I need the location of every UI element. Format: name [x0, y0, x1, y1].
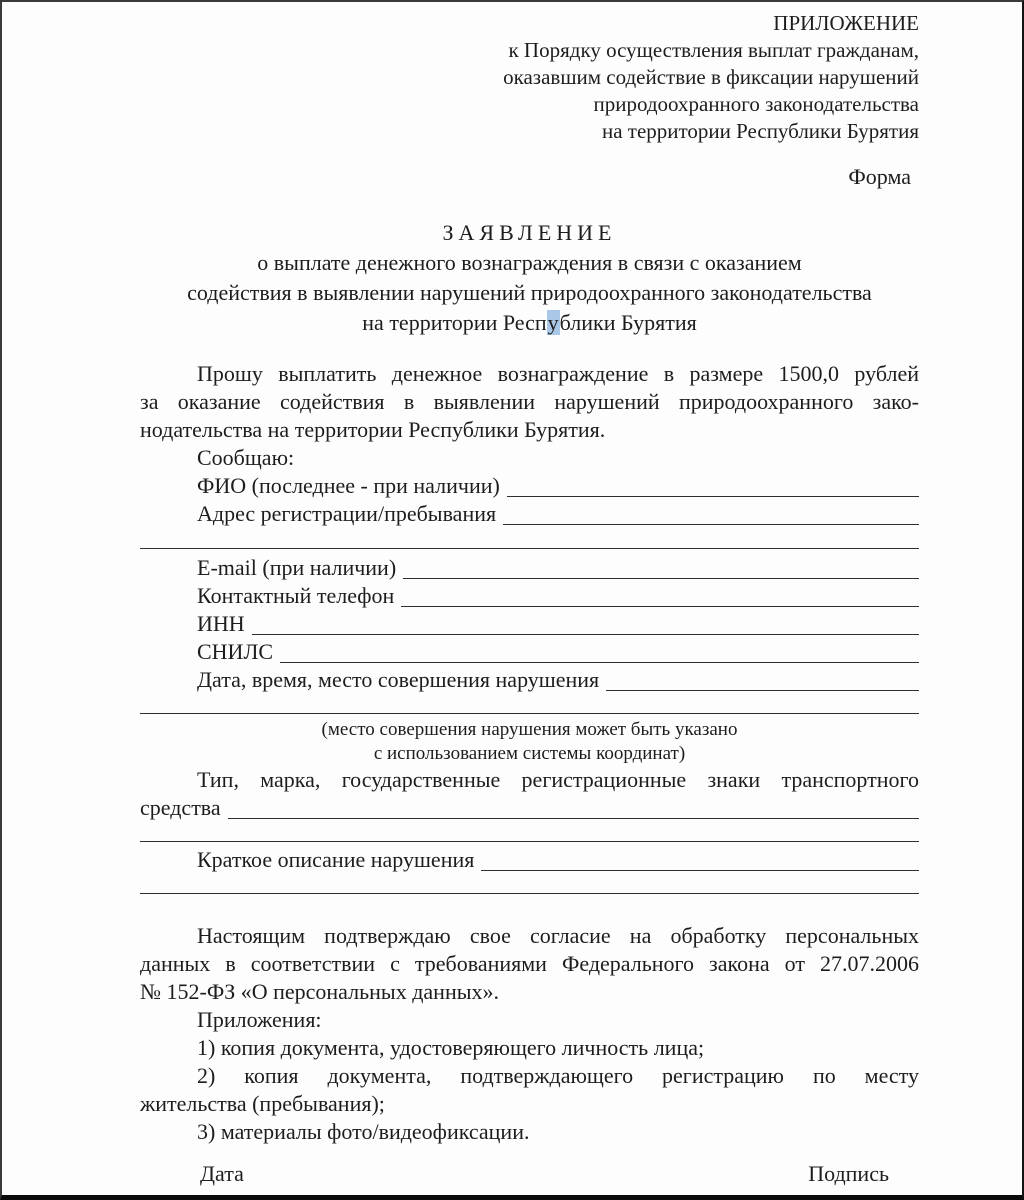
coordinates-note-line-2: с использованием системы координат): [373, 743, 686, 764]
appendix-header-line-2: к Порядку осуществления выплат гражданам,: [508, 38, 919, 62]
field-row-datetime-place: [140, 666, 919, 694]
attachment-item-3: 3) материалы фото/видеофиксации.: [197, 1119, 530, 1144]
fio-label: ФИО (последнее - при наличии): [197, 473, 500, 498]
fio-blank-underline: [507, 472, 919, 497]
snils-label: СНИЛС: [197, 639, 274, 664]
field-row-email: [140, 554, 919, 582]
attachment-item-1: 1) копия документа, удостоверяющего личность лица;: [197, 1035, 705, 1060]
field-row-snils: [140, 638, 919, 666]
appendix-header-line-1: ПРИЛОЖЕНИЕ: [773, 11, 919, 35]
consent-paragraph-line-3: № 152-ФЗ «О персональных данных».: [140, 979, 499, 1004]
document-title: [140, 218, 919, 338]
vehicle-continuation-underline: [140, 822, 919, 842]
title-line-2: о выплате денежного вознаграждения в связи с оказанием: [257, 250, 802, 275]
consent-paragraph-line-1: Настоящим подтверждаю свое согласие на обработку персональных: [197, 923, 919, 948]
vehicle-continuation-row: [140, 822, 919, 846]
description-label: Краткое описание нарушения: [197, 847, 475, 872]
field-row-description: [140, 846, 919, 874]
field-row-address: [140, 500, 919, 528]
appendix-header-line-5: на территории Республики Бурятия: [601, 119, 919, 143]
vehicle-field-line-2: [140, 794, 919, 822]
snils-blank-underline: [280, 638, 919, 663]
email-blank-underline: [403, 554, 919, 579]
text-selection-highlight: у: [547, 310, 559, 335]
datetime-place-continuation-underline: [140, 694, 919, 714]
inn-label: ИНН: [197, 611, 245, 636]
field-row-fio: [140, 472, 919, 500]
inn-blank-underline: [252, 610, 919, 635]
title-line-1: ЗАЯВЛЕНИЕ: [442, 220, 617, 245]
title-line-4-post: блики Бурятия: [559, 310, 697, 335]
field-row-phone: [140, 582, 919, 610]
appendix-header: [140, 10, 919, 145]
title-line-4-pre: на территории Респ: [362, 310, 547, 335]
title-line-4: [140, 308, 919, 338]
form-label: Форма: [848, 164, 911, 189]
address-label: Адрес регистрации/пребывания: [197, 501, 497, 526]
email-label: E-mail (при наличии): [197, 555, 397, 580]
phone-label: Контактный телефон: [197, 583, 395, 608]
consent-paragraph-line-2: данных в соответствии с требованиями Федерального закона от 27.07.2006: [140, 951, 919, 976]
request-paragraph-line-2: за оказание содействия в выявлении нарушений природоохранного зако-: [140, 389, 919, 414]
report-intro: Сообщаю:: [197, 445, 295, 470]
appendix-header-line-3: оказавшим содействие в фиксации нарушений: [503, 65, 919, 89]
coordinates-note-line-1: (место совершения нарушения может быть указано: [321, 719, 738, 740]
attachment-item-2-line-1: 2) копия документа, подтверждающего регистрацию по месту: [197, 1063, 919, 1088]
datetime-place-label: Дата, время, место совершения нарушения: [197, 667, 600, 692]
address-continuation-underline: [140, 528, 919, 549]
address-blank-underline: [503, 500, 919, 525]
signature-label: Подпись: [808, 1161, 889, 1186]
signature-row: [140, 1160, 919, 1188]
appendix-header-line-4: природоохранного законодательства: [593, 92, 919, 116]
field-row-inn: [140, 610, 919, 638]
vehicle-label: средства: [140, 795, 221, 820]
attachment-item-2-line-2: жительства (пребывания);: [140, 1091, 385, 1116]
request-paragraph-line-3: нодательства на территории Республики Бурятия.: [140, 417, 606, 442]
request-paragraph: [140, 360, 919, 444]
description-continuation-row: [140, 874, 919, 898]
datetime-place-blank-underline: [606, 666, 919, 691]
address-continuation-row: [140, 528, 919, 554]
vehicle-field-line-1: Тип, марка, государственные регистрационные знаки транспортного: [197, 767, 919, 792]
phone-blank-underline: [401, 582, 919, 607]
datetime-place-continuation-row: [140, 694, 919, 718]
date-label: Дата: [200, 1161, 244, 1186]
vehicle-blank-underline: [228, 794, 919, 819]
request-paragraph-line-1: Прошу выплатить денежное вознаграждение в размере 1500,0 рублей: [197, 361, 919, 386]
attachments-heading: Приложения:: [197, 1007, 322, 1032]
consent-paragraph: [140, 922, 919, 1006]
title-line-3: содействия в выявлении нарушений природоохранного законодательства: [187, 280, 872, 305]
description-blank-underline: [481, 846, 919, 871]
description-continuation-underline: [140, 874, 919, 894]
